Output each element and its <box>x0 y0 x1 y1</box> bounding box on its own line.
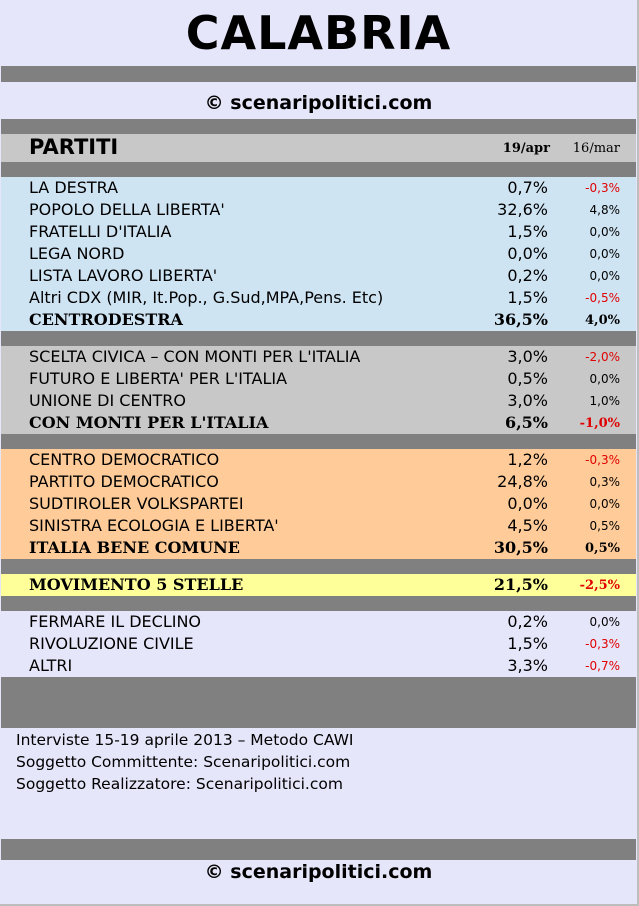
coalition-total-row <box>1 309 636 331</box>
party-name: SUDTIROLER VOLKSPARTEI <box>29 494 244 513</box>
vote-change: 0,5% <box>585 541 620 556</box>
vote-change: 0,0% <box>589 269 620 283</box>
footer-realizzatore: Soggetto Realizzatore: Scenaripolitici.com <box>16 775 343 793</box>
party-name: LEGA NORD <box>29 244 125 263</box>
coalition-name: ITALIA BENE COMUNE <box>29 538 240 557</box>
vote-share: 3,0% <box>507 391 548 410</box>
vote-share: 1,5% <box>507 222 548 241</box>
divider <box>1 839 636 860</box>
vote-change: -0,3% <box>585 181 620 195</box>
vote-change: 0,0% <box>589 615 620 629</box>
vote-change: 1,0% <box>589 394 620 408</box>
vote-share: 36,5% <box>493 310 548 329</box>
party-row <box>1 243 636 265</box>
party-name: RIVOLUZIONE CIVILE <box>29 634 194 653</box>
header-date-previous: 16/mar <box>572 141 620 156</box>
divider <box>1 66 636 82</box>
vote-share: 1,5% <box>507 288 548 307</box>
party-row <box>1 177 636 199</box>
vote-share: 21,5% <box>493 575 548 594</box>
vote-change: 0,0% <box>589 225 620 239</box>
party-row <box>1 265 636 287</box>
party-row <box>1 493 636 515</box>
vote-change: -0,5% <box>585 291 620 305</box>
party-name: SINISTRA ECOLOGIA E LIBERTA' <box>29 516 279 535</box>
vote-share: 0,0% <box>507 494 548 513</box>
party-name: LISTA LAVORO LIBERTA' <box>29 266 218 285</box>
party-row <box>1 287 636 309</box>
party-name: FRATELLI D'ITALIA <box>29 222 172 241</box>
coalition-total-row <box>1 537 636 559</box>
vote-change: 0,0% <box>589 497 620 511</box>
party-name: CENTRO DEMOCRATICO <box>29 450 220 469</box>
vote-change: 4,0% <box>585 313 620 328</box>
header-partiti: PARTITI <box>29 135 119 159</box>
divider <box>1 162 636 177</box>
coalition-name: CENTRODESTRA <box>29 310 183 329</box>
table-header <box>1 134 636 162</box>
divider <box>1 559 636 574</box>
party-row <box>1 471 636 493</box>
divider <box>1 596 636 611</box>
vote-share: 3,3% <box>507 656 548 675</box>
vote-share: 1,5% <box>507 634 548 653</box>
vote-share: 1,2% <box>507 450 548 469</box>
footer-committente: Soggetto Committente: Scenaripolitici.com <box>16 753 351 771</box>
party-row <box>1 611 636 633</box>
party-row <box>1 655 636 677</box>
party-row <box>1 199 636 221</box>
party-name: UNIONE DI CENTRO <box>29 391 187 410</box>
divider <box>1 677 636 728</box>
party-name: LA DESTRA <box>29 178 119 197</box>
party-name: POPOLO DELLA LIBERTA' <box>29 200 225 219</box>
footer-method: Interviste 15-19 aprile 2013 – Metodo CAWI <box>16 731 354 749</box>
vote-share: 4,5% <box>507 516 548 535</box>
vote-share: 0,5% <box>507 369 548 388</box>
vote-share: 30,5% <box>493 538 548 557</box>
vote-change: -0,7% <box>585 659 620 673</box>
party-row <box>1 221 636 243</box>
site-credit-top: © scenaripolitici.com <box>204 92 433 114</box>
party-row <box>1 368 636 390</box>
vote-change: 0,0% <box>589 372 620 386</box>
site-credit-bottom: © scenaripolitici.com <box>204 861 433 883</box>
party-name: FUTURO E LIBERTA' PER L'ITALIA <box>29 369 288 388</box>
vote-share: 0,2% <box>507 266 548 285</box>
vote-change: 0,3% <box>589 475 620 489</box>
vote-share: 0,0% <box>507 244 548 263</box>
party-row <box>1 346 636 368</box>
coalition-total-row <box>1 574 636 596</box>
party-name: FERMARE IL DECLINO <box>29 612 202 631</box>
vote-change: 0,5% <box>589 519 620 533</box>
vote-share: 6,5% <box>504 413 548 432</box>
divider <box>1 119 636 134</box>
party-name: PARTITO DEMOCRATICO <box>29 472 219 491</box>
vote-change: -2,5% <box>579 578 620 593</box>
vote-change: 0,0% <box>589 247 620 261</box>
party-row <box>1 390 636 412</box>
vote-change: -0,3% <box>585 637 620 651</box>
party-name: SCELTA CIVICA – CON MONTI PER L'ITALIA <box>29 347 361 366</box>
vote-change: -0,3% <box>585 453 620 467</box>
party-row <box>1 633 636 655</box>
vote-share: 32,6% <box>497 200 548 219</box>
party-name: ALTRI <box>29 656 73 675</box>
coalition-name: MOVIMENTO 5 STELLE <box>29 575 244 594</box>
party-row <box>1 515 636 537</box>
divider <box>1 331 636 346</box>
header-date-current: 19/apr <box>502 141 550 156</box>
divider <box>1 434 636 449</box>
vote-share: 24,8% <box>497 472 548 491</box>
vote-share: 0,7% <box>507 178 548 197</box>
page-title: CALABRIA <box>185 6 452 60</box>
vote-share: 3,0% <box>507 347 548 366</box>
coalition-total-row <box>1 412 636 434</box>
party-name: Altri CDX (MIR, It.Pop., G.Sud,MPA,Pens. Etc) <box>29 288 384 307</box>
vote-share: 0,2% <box>507 612 548 631</box>
vote-change: 4,8% <box>589 203 620 217</box>
vote-change: -1,0% <box>579 416 620 431</box>
vote-change: -2,0% <box>585 350 620 364</box>
party-row <box>1 449 636 471</box>
coalition-name: CON MONTI PER L'ITALIA <box>29 413 269 432</box>
